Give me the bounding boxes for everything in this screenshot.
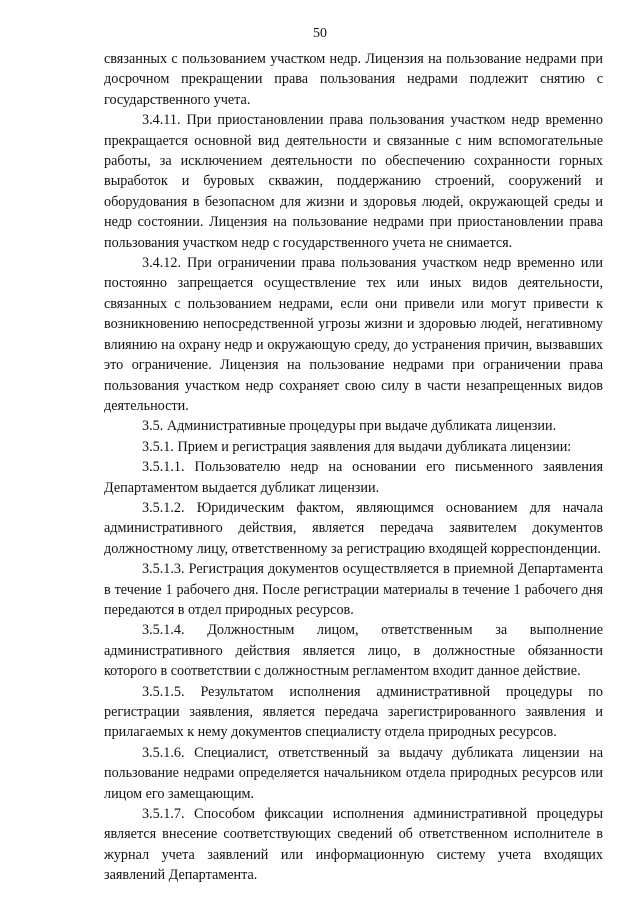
paragraph-3-5-1-5: 3.5.1.5. Результатом исполнения административной процедуры по регистрации заявления, является передача зарегистрированного заявления и прилагаемых к нему документов специалисту отдела природных ресурсов. [104,683,603,741]
paragraph-3-5: 3.5. Административные процедуры при выдаче дубликата лицензии. [142,418,557,435]
paragraph-3-5-1-2: 3.5.1.2. Юридическим фактом, являющимся основанием для начала административного действия, является передача заявителем документов должностному лицу, ответственному за регистрацию входящей корреспонденции. [104,499,603,557]
paragraph-3-4-11: 3.4.11. При приостановлении права пользования участком недр временно прекращается основной вид деятельности и связанные с ним вспомогательные работы, за исключением деятельности по обеспечению сохранности горных выработок и буровых скважин, поддержанию строений, сооружений и оборудования в безопасном для жизни и здоровья людей, окружающей среды и недр состоянии. Лицензия на пользование недрами при приостановлении права пользования участком недр с государственного учета не снимается. [104,112,603,251]
paragraph-3-5-1-6: 3.5.1.6. Специалист, ответственный за выдачу дубликата лицензии на пользование недрами определяется начальником отдела природных ресурсов или лицом его замещающим. [104,744,603,802]
paragraph-3-5-1: 3.5.1. Прием и регистрация заявления для выдачи дубликата лицензии: [142,438,572,455]
paragraph-3-4-12: 3.4.12. При ограничении права пользования участком недр временно или постоянно запрещается осуществление тех или иных видов деятельности, связанных с пользованием недрами, если они привели или могут привести к возникновению непосредственной угрозы жизни и здоровью людей, негативному влиянию на охрану недр и окружающую среду, до устранения причин, вызвавших это ограничение. Лицензия на пользование недрами при ограничении права пользования участком недр сохраняет свою силу в части незапрещенных видов деятельности. [104,255,603,414]
paragraph-3-5-1-3: 3.5.1.3. Регистрация документов осуществляется в приемной Департамента в течение 1 рабочего дня. После регистрации материалы в течение 1 рабочего дня передаются в отдел природных ресурсов. [104,561,603,618]
paragraph-continuation: связанных с пользованием участком недр. Лицензия на пользование недрами при досрочном прекращении права пользования недрами подлежит снятию с государственного учета. [104,51,603,108]
paragraph-3-5-1-1: 3.5.1.1. Пользователю недр на основании его письменного заявления Департаментом выдается дубликат лицензии. [104,459,603,496]
document-body [104,49,603,886]
paragraph-3-5-1-7: 3.5.1.7. Способом фиксации исполнения административной процедуры является внесение соответствующих сведений об ответственном исполнителе в журнал учета заявлений или информационную систему учета входящих заявлений Департамента. [104,806,603,884]
page-number: 50 [313,26,327,41]
paragraph-3-5-1-4: 3.5.1.4. Должностным лицом, ответственным за выполнение административного действия является лицо, в должностные обязанности которого в соответствии с должностным регламентом входит данное действие. [104,622,603,680]
